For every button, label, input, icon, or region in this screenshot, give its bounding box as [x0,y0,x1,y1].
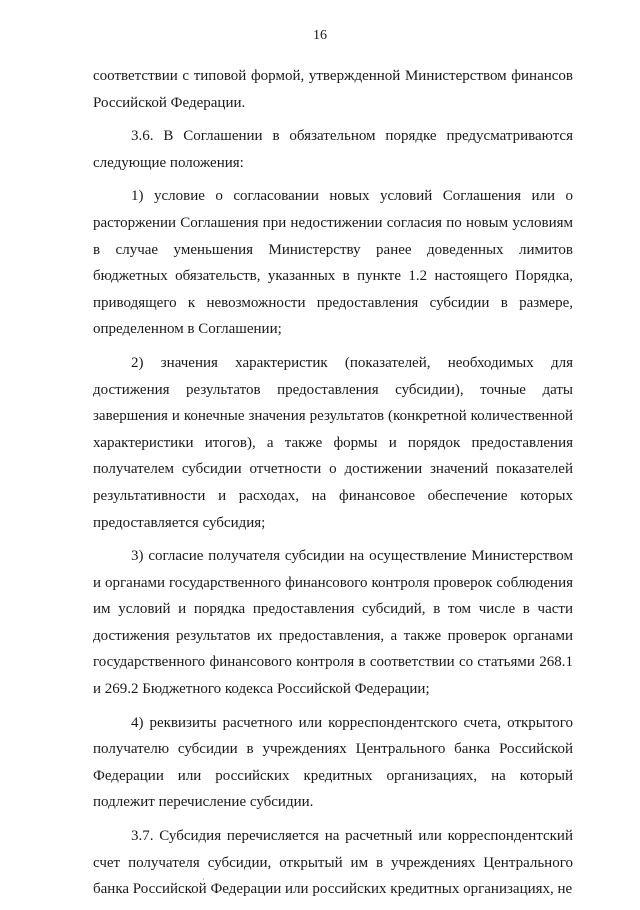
page-number: 16 [313,28,327,43]
scan-artifact [203,878,204,880]
document-body [93,63,573,910]
paragraph-continuation: соответствии с типовой формой, утвержденной Министерством финансов Российской Федерации. [93,68,573,111]
paragraph-item-2: 2) значения характеристик (показателей, необходимых для достижения результатов предоставления субсидии), точные даты завершения и конечные значения результатов (конкретной количественной характеристики итогов), а также формы и порядок предоставления получателем субсидии отчетности о достижении значений показателей результативности и расходах, на финансовое обеспечение которых предоставляется субсидия; [93,354,573,531]
paragraph-item-1: 1) условие о согласовании новых условий Соглашения или о расторжении Соглашения при недостижении согласия по новым условиям в случае уменьшения Министерству ранее доведенных лимитов бюджетных обязательств, указанных в пункте 1.2 настоящего Порядка, приводящего к невозможности предоставления субсидии в размере, определенном в Соглашении; [93,188,573,338]
paragraph-3-7: 3.7. Субсидия перечисляется на расчетный или корреспондентский счет получателя субсидии, открытый им в учреждениях Центрального банка Российской Федерации или российских кредитных организациях, не [93,828,573,898]
paragraph-3-6: 3.6. В Соглашении в обязательном порядке предусматриваются следующие положения: [93,128,573,171]
paragraph-item-3: 3) согласие получателя субсидии на осуществление Министерством и органами государственного финансового контроля проверок соблюдения им условий и порядка предоставления субсидий, в том числе в части достижения результатов их предоставления, а также проверок органами государственного финансового контроля в соответствии со статьями 268.1 и 269.2 Бюджетного кодекса Российской Федерации; [93,548,573,698]
paragraph-item-4: 4) реквизиты расчетного или корреспондентского счета, открытого получателю субсидии в учреждениях Центрального банка Российской Федерации или российских кредитных организациях, на который подлежит перечисление субсидии. [93,714,573,811]
